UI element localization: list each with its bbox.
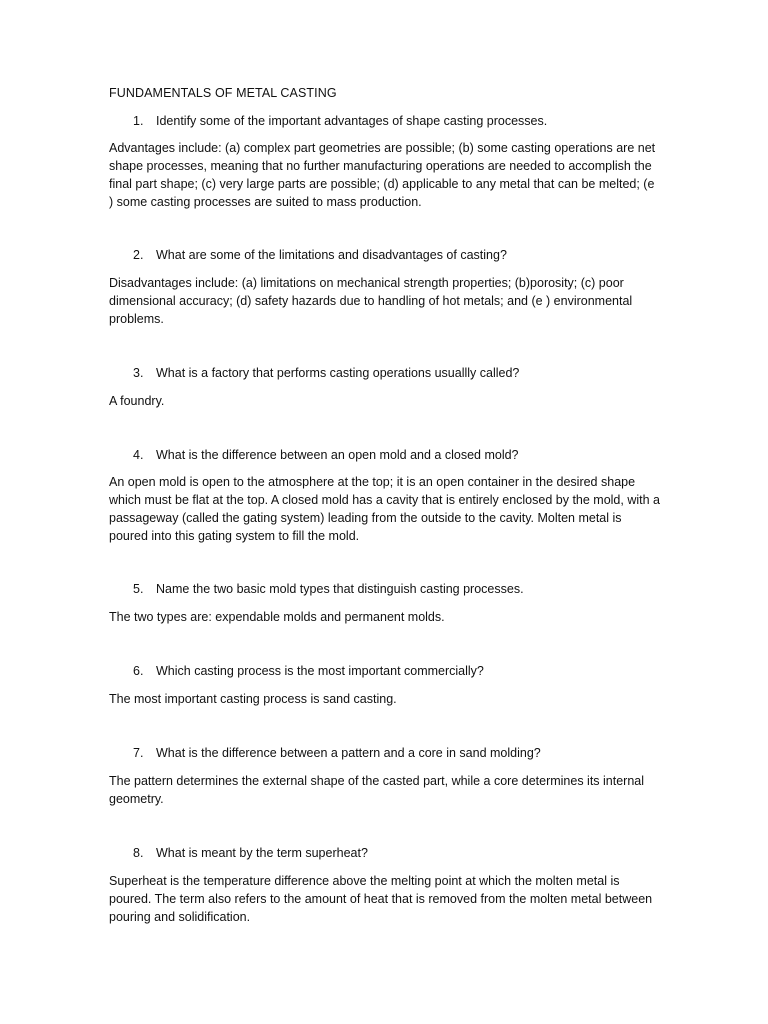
question-7 xyxy=(133,746,693,760)
question-5 xyxy=(133,582,693,596)
question-number: 5. xyxy=(133,582,144,596)
question-text: What is a factory that performs casting operations usuallly called? xyxy=(156,366,520,380)
document-title: FUNDAMENTALS OF METAL CASTING xyxy=(109,86,337,100)
answer-1: Advantages include: (a) complex part geometries are possible; (b) some casting operations are net shape processes, meaning that no further manufacturing operations are needed to accomplish the final part shape; (c) very large parts are possible; (d) applicable to any metal that can be melted; (e ) some casting processes are suited to mass production. xyxy=(109,141,656,209)
question-number: 3. xyxy=(133,366,144,380)
question-8 xyxy=(133,846,693,860)
question-number: 2. xyxy=(133,248,144,262)
question-text: Name the two basic mold types that distinguish casting processes. xyxy=(156,582,524,596)
question-2 xyxy=(133,248,693,262)
question-4 xyxy=(133,448,693,462)
question-text: What are some of the limitations and disadvantages of casting? xyxy=(156,248,507,262)
question-text: What is meant by the term superheat? xyxy=(156,846,368,860)
question-text: What is the difference between an open mold and a closed mold? xyxy=(156,448,519,462)
answer-7: The pattern determines the external shape of the casted part, while a core determines its internal geometry. xyxy=(109,774,645,806)
question-number: 8. xyxy=(133,846,144,860)
answer-5: The two types are: expendable molds and permanent molds. xyxy=(109,610,445,624)
question-number: 7. xyxy=(133,746,144,760)
answer-2: Disadvantages include: (a) limitations on mechanical strength properties; (b)porosity; (c) poor dimensional accuracy; (d) safety hazards due to handling of hot metals; and (e ) environmental problems. xyxy=(109,276,633,326)
question-3 xyxy=(133,366,693,380)
question-number: 6. xyxy=(133,664,144,678)
question-text: What is the difference between a pattern and a core in sand molding? xyxy=(156,746,541,760)
question-text: Identify some of the important advantages of shape casting processes. xyxy=(156,114,548,128)
question-number: 4. xyxy=(133,448,144,462)
question-6 xyxy=(133,664,693,678)
answer-8: Superheat is the temperature difference above the melting point at which the molten metal is poured. The term also refers to the amount of heat that is removed from the molten metal between pouring and solidification. xyxy=(109,874,653,924)
question-1 xyxy=(133,114,693,128)
answer-4: An open mold is open to the atmosphere at the top; it is an open container in the desired shape which must be flat at the top. A closed mold has a cavity that is entirely enclosed by the mold, with a passageway (called the gating system) leading from the outside to the cavity. Molten metal is poured into this gating system to fill the mold. xyxy=(109,475,660,543)
answer-6: The most important casting process is sand casting. xyxy=(109,692,397,706)
question-number: 1. xyxy=(133,114,144,128)
question-text: Which casting process is the most important commercially? xyxy=(156,664,484,678)
answer-3: A foundry. xyxy=(109,394,165,408)
